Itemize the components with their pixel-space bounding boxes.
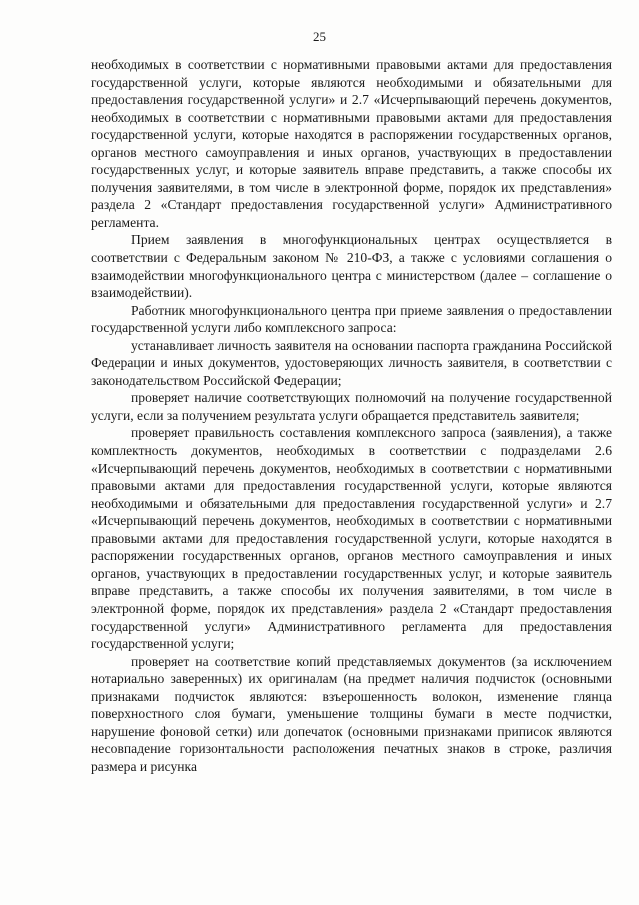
paragraph: необходимых в соответствии с нормативными правовыми актами для предоставления государственной услуги, которые являются необходимыми и обязательными для предоставления государственной услуги» и 2.7 «Исчерпывающий перечень документов, необходимых в соответствии с нормативными правовыми актами для предоставления государственной услуги, которые находятся в распоряжении государственных органов, органов местного самоуправления и иных органов, участвующих в предоставлении государственных услуг, и которые заявитель вправе представить, а также способы их получения заявителями, в том числе в электронной форме, порядок их представления» раздела 2 «Стандарт предоставления государственной услуги» Административного регламента.	[91, 57, 612, 230]
page-number: 25	[313, 29, 326, 44]
paragraph: устанавливает личность заявителя на основании паспорта гражданина Российской Федерации и иных документов, удостоверяющих личность заявителя, в соответствии с законодательством Российской Федерации;	[91, 337, 612, 388]
paragraph: Работник многофункционального центра при приеме заявления о предоставлении государственной услуги либо комплексного запроса:	[91, 302, 612, 336]
paragraph: проверяет правильность составления комплексного запроса (заявления), а также комплектность документов, необходимых в соответствии с подразделами 2.6 «Исчерпывающий перечень документов, необходимых в соответствии с нормативными правовыми актами для предоставления государственной услуги, которые являются необходимыми и обязательными для предоставления государственной услуги» и 2.7 «Исчерпывающий перечень документов, необходимых в соответствии с нормативными правовыми актами для предоставления государственной услуги, которые находятся в распоряжении государственных органов, органов местного самоуправления и иных органов, участвующих в предоставлении государственных услуг, и которые заявитель вправе представить, а также способы их получения заявителями, в том числе в электронной форме, порядок их представления» раздела 2 «Стандарт предоставления государственной услуги» Административного регламента для предоставления государственной услуги;	[91, 425, 612, 652]
paragraph: проверяет на соответствие копий представляемых документов (за исключением нотариально заверенных) их оригиналам (на предмет наличия подчисток (основными признаками подчисток являются: взъерошенность волокон, изменение глянца поверхностного слоя бумаги, уменьшение толщины бумаги в месте подчистки, нарушение фоновой сетки) или допечаток (основными признаками приписок являются несовпадение горизонтальности расположения печатных знаков в строке, различия размера и рисунка	[91, 653, 612, 774]
document-body	[91, 56, 612, 775]
paragraph: проверяет наличие соответствующих полномочий на получение государственной услуги, если за получением результата услуги обращается представитель заявителя;	[91, 390, 612, 423]
paragraph: Прием заявления в многофункциональных центрах осуществляется в соответствии с Федеральным законом № 210-ФЗ, а также с условиями соглашения о взаимодействии многофункционального центра с министерством (далее – соглашение о взаимодействии).	[91, 232, 612, 301]
